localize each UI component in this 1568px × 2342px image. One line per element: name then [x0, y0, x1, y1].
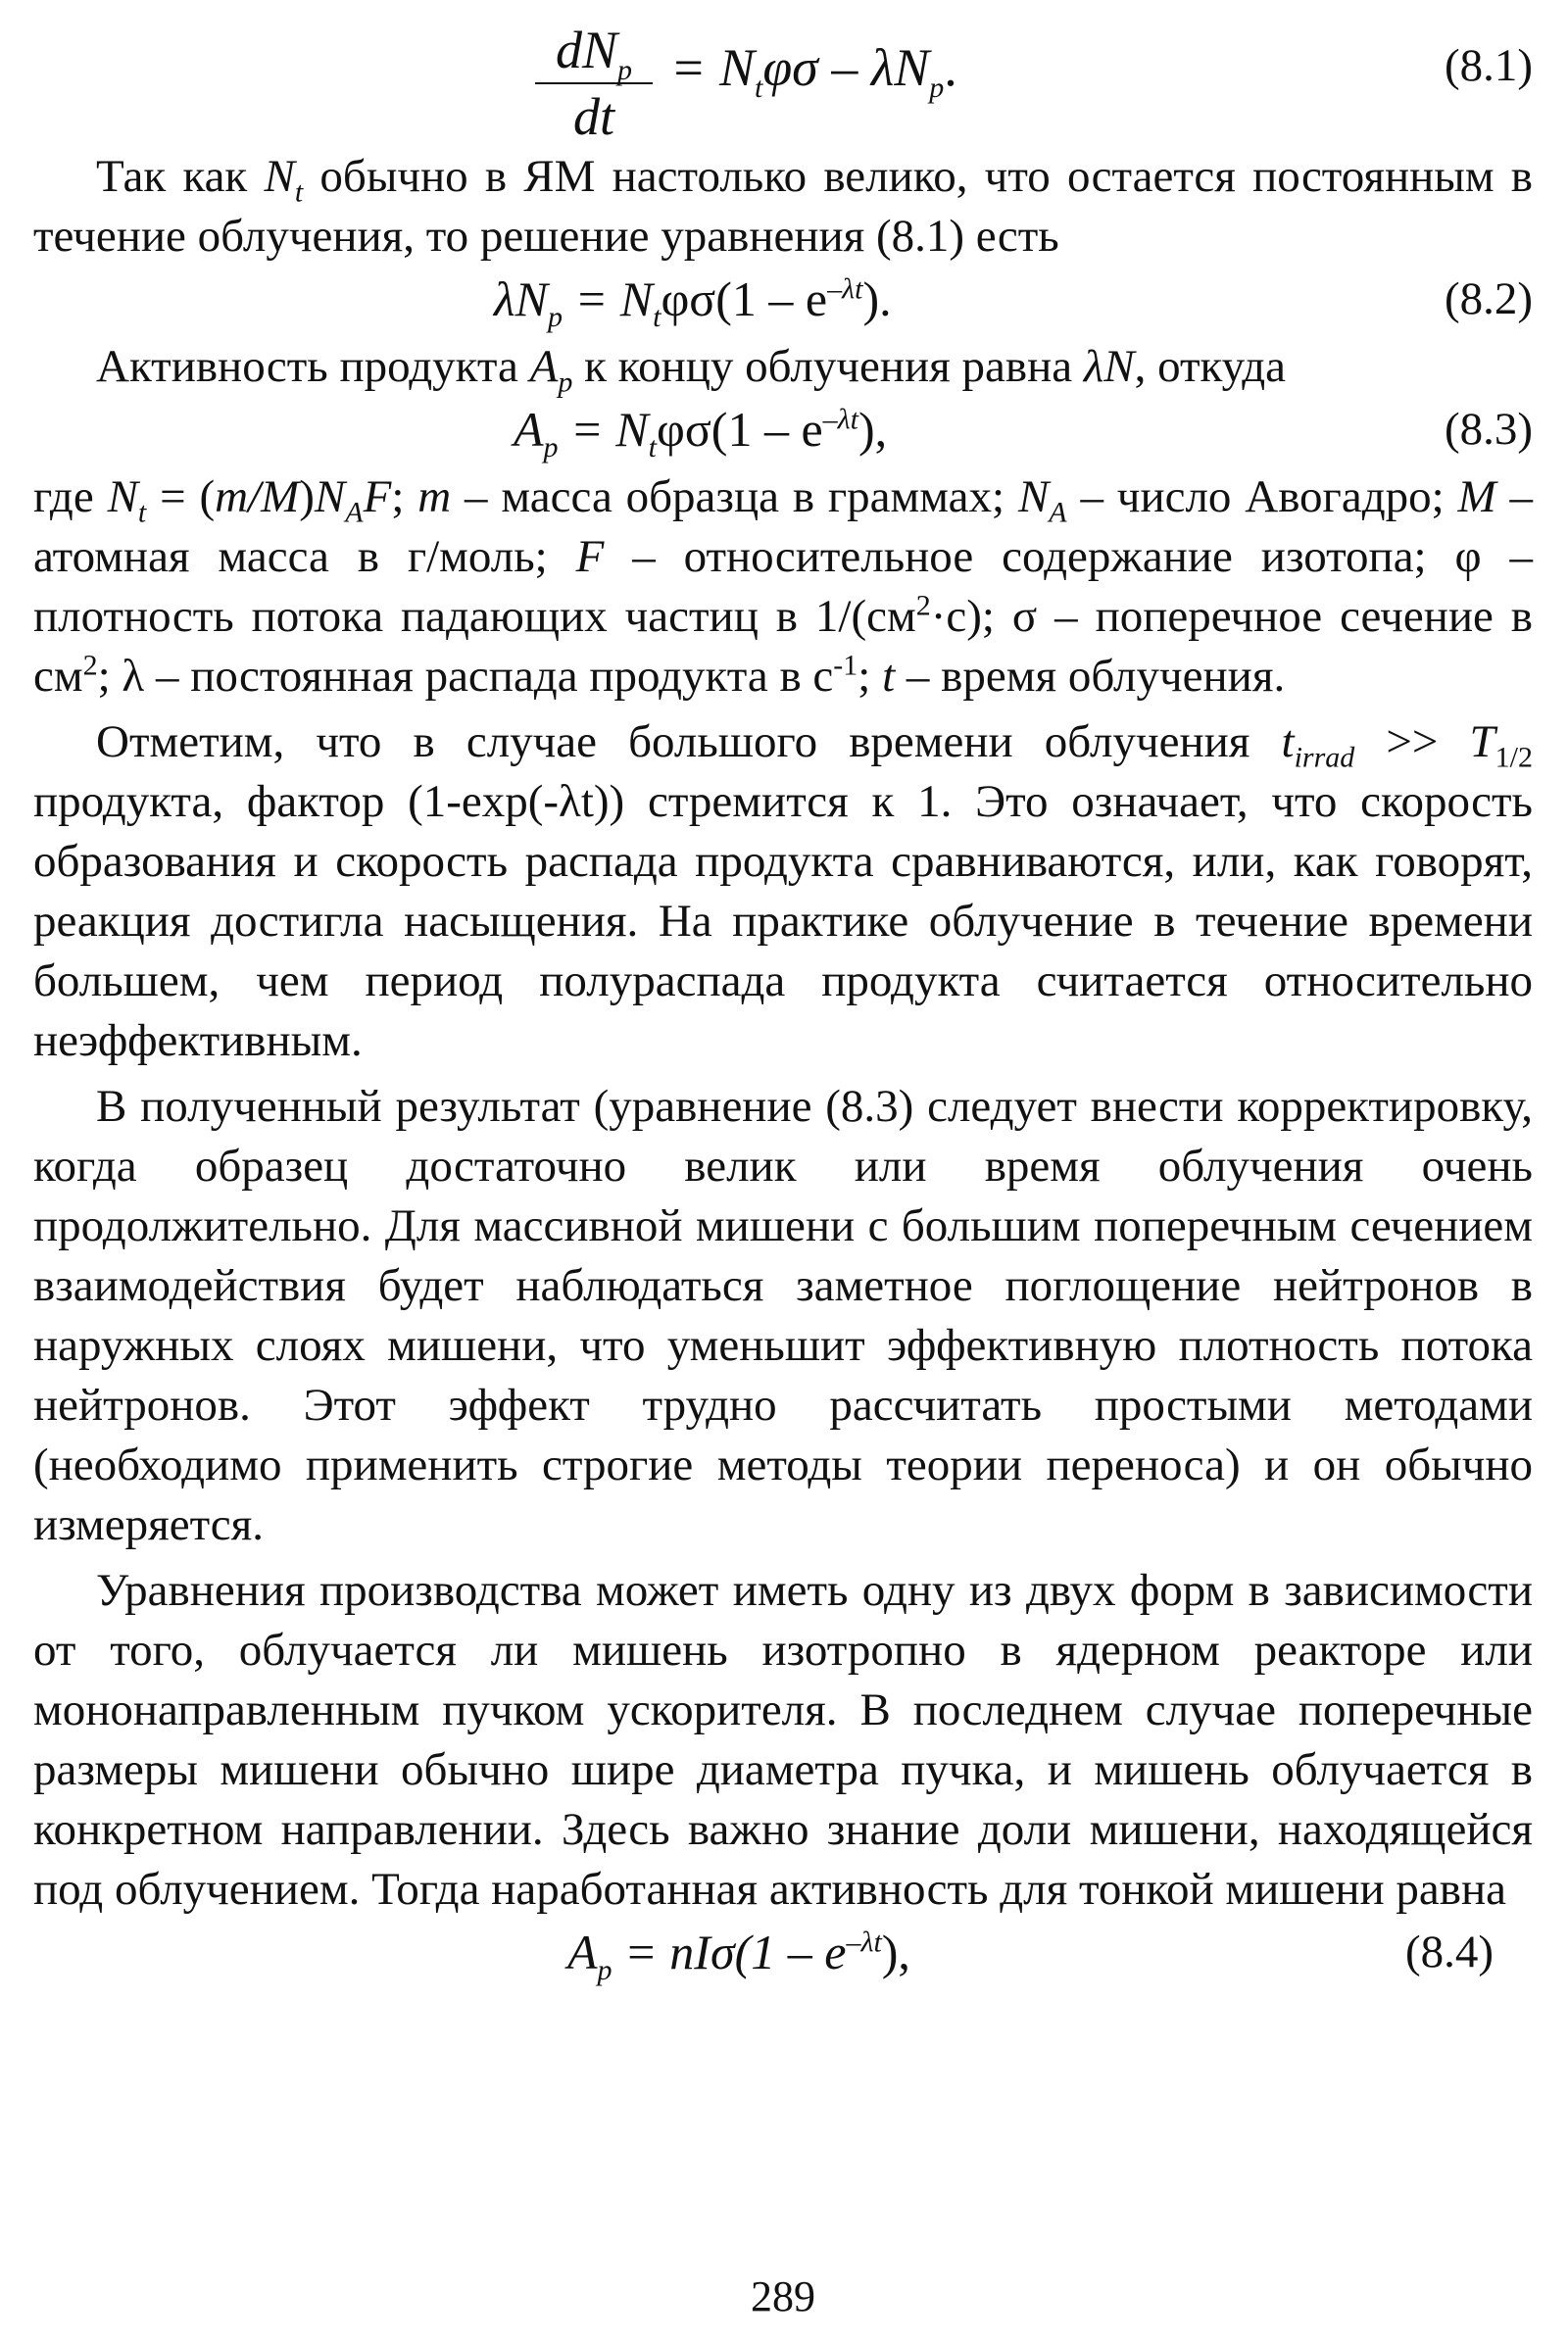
equation-number: (8.4) — [1404, 1927, 1494, 1977]
equation-8-4 — [33, 1920, 1533, 1990]
equation-number: (8.3) — [1444, 404, 1533, 455]
paragraph-2: Активность продукта $A_p$ к концу облучения равна λN, откуда — [96, 341, 1286, 399]
equation-8-2 — [33, 267, 1533, 337]
derivative-fraction — [535, 20, 653, 147]
paragraph-4: Отметим, что в случае большого времени облучения $t_{irrad} >> T_{1/2}$ продукта, фактор (1-exp(-λt)) стремится к 1. Это означает, что скорость образования и скорость распада продукта сравниваются, или, как говорят, реакция достигла насыщения. На практике облучение в течение времени большем, чем период полураспада продукта считается относительно неэффективным. — [33, 716, 1533, 1066]
fraction-denominator: dt — [572, 87, 614, 146]
paragraph-6: Уравнения производства может иметь одну из двух форм в зависимости от того, облучается ли мишень изотропно в ядерном реакторе или мононаправленным пучком ускорителя. В последнем случае поперечные размеры мишени обычно шире диаметра пучка, и мишень облучается в конкретном направлении. Здесь важно знание доли мишени, находящейся под облучением. Тогда наработанная активность для тонкой мишени равна — [33, 1565, 1533, 1915]
equation-8-3-body: $A_p = N_t\varphi\sigma(1 - e^{-\lambda t})$, — [514, 402, 888, 464]
equation-8-2-body: $\lambda N_p = N_t\varphi\sigma(1 - e^{-\lambda t})$. — [494, 271, 892, 333]
paragraph-5: В полученный результат (уравнение (8.3) следует внести корректировку, когда образец достаточно велик или время облучения очень продолжительно. Для массивной мишени с большим поперечным сечением взаимодействия будет наблюдаться заметное поглощение нейтронов в наружных слоях мишени, что уменьшит эффективную плотность потока нейтронов. Этот эффект трудно рассчитать простыми методами (необходимо применить строгие методы теории переноса) и он обычно измеряется. — [33, 1081, 1533, 1550]
page-number: 289 — [751, 2272, 815, 2320]
equation-number: (8.1) — [1444, 40, 1533, 91]
equation-8-1 — [33, 0, 1533, 147]
equation-8-4-body: $A_p = nI\sigma(1 - e^{-\lambda t})$, — [567, 1925, 910, 1986]
equation-8-3 — [33, 397, 1533, 467]
paragraph-1: Так как $N_t$ обычно в ЯМ настолько велико, что остается постоянным в течение облучения, то решение уравнения (8.1) есть — [33, 151, 1533, 262]
equation-8-1-rhs: = $N_t\varphi\sigma - \lambda N_p$. — [670, 38, 957, 104]
document-page — [33, 0, 1533, 2342]
fraction-bar — [535, 82, 653, 84]
fraction-numerator: $dN_p$ — [555, 21, 633, 86]
equation-number: (8.2) — [1444, 273, 1533, 324]
paragraph-3: где $N_t = (m/M)N_AF$; m – масса образца в граммах; $N_A$ – число Авогадро; M – атомная масса в г/моль; F – относительное содержание изотопа; φ – плотность потока падающих частиц в $1/(см^2\cdot с)$; σ – поперечное сечение в $см^2$; λ – постоянная распада продукта в $с^{-1}$; t – время облучения. — [33, 471, 1534, 702]
